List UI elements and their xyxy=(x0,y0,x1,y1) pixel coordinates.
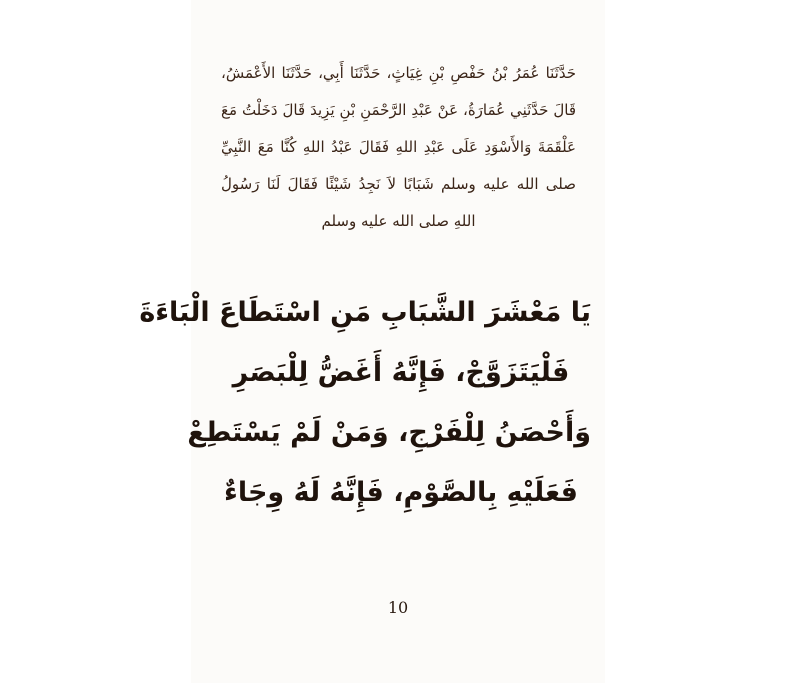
page-number: 10 xyxy=(387,598,409,617)
hadith-line-4: فَعَلَيْهِ بِالصَّوْمِ، فَإِنَّهُ لَهُ وِجَاءٌ xyxy=(224,477,578,508)
hadith-text-block xyxy=(139,283,591,523)
isnad-narration-text: حَدَّثَنَا عُمَرُ بْنُ حَفْصِ بْنِ غِيَاثٍ، حَدَّثَنَا أَبِي، حَدَّثَنَا الأَعْمَشُ، قَالَ حَدَّثَنِي عُمَارَةُ، عَنْ عَبْدِ الرَّحْمَنِ بْنِ يَزِيدَ قَالَ دَخَلْتُ مَعَ عَلْقَمَةَ وَالأَسْوَدِ عَلَى عَبْدِ اللهِ فَقَالَ عَبْدُ اللهِ كُنَّا مَعَ النَّبِيِّ صلى الله عليه وسلم شَبَابًا لاَ نَجِدُ شَيْئًا فَقَالَ لَنَا رَسُولُ اللهِ صلى الله عليه وسلم xyxy=(221,64,576,230)
hadith-line-2: فَلْيَتَزَوَّجْ، فَإِنَّهُ أَغَضُّ لِلْبَصَرِ xyxy=(232,357,570,388)
book-page xyxy=(139,0,605,683)
hadith-line-1: يَا مَعْشَرَ الشَّبَابِ مَنِ اسْتَطَاعَ الْبَاءَةَ xyxy=(139,297,591,328)
hadith-line-3: وَأَحْصَنُ لِلْفَرْجِ، وَمَنْ لَمْ يَسْتَطِعْ xyxy=(187,417,591,448)
